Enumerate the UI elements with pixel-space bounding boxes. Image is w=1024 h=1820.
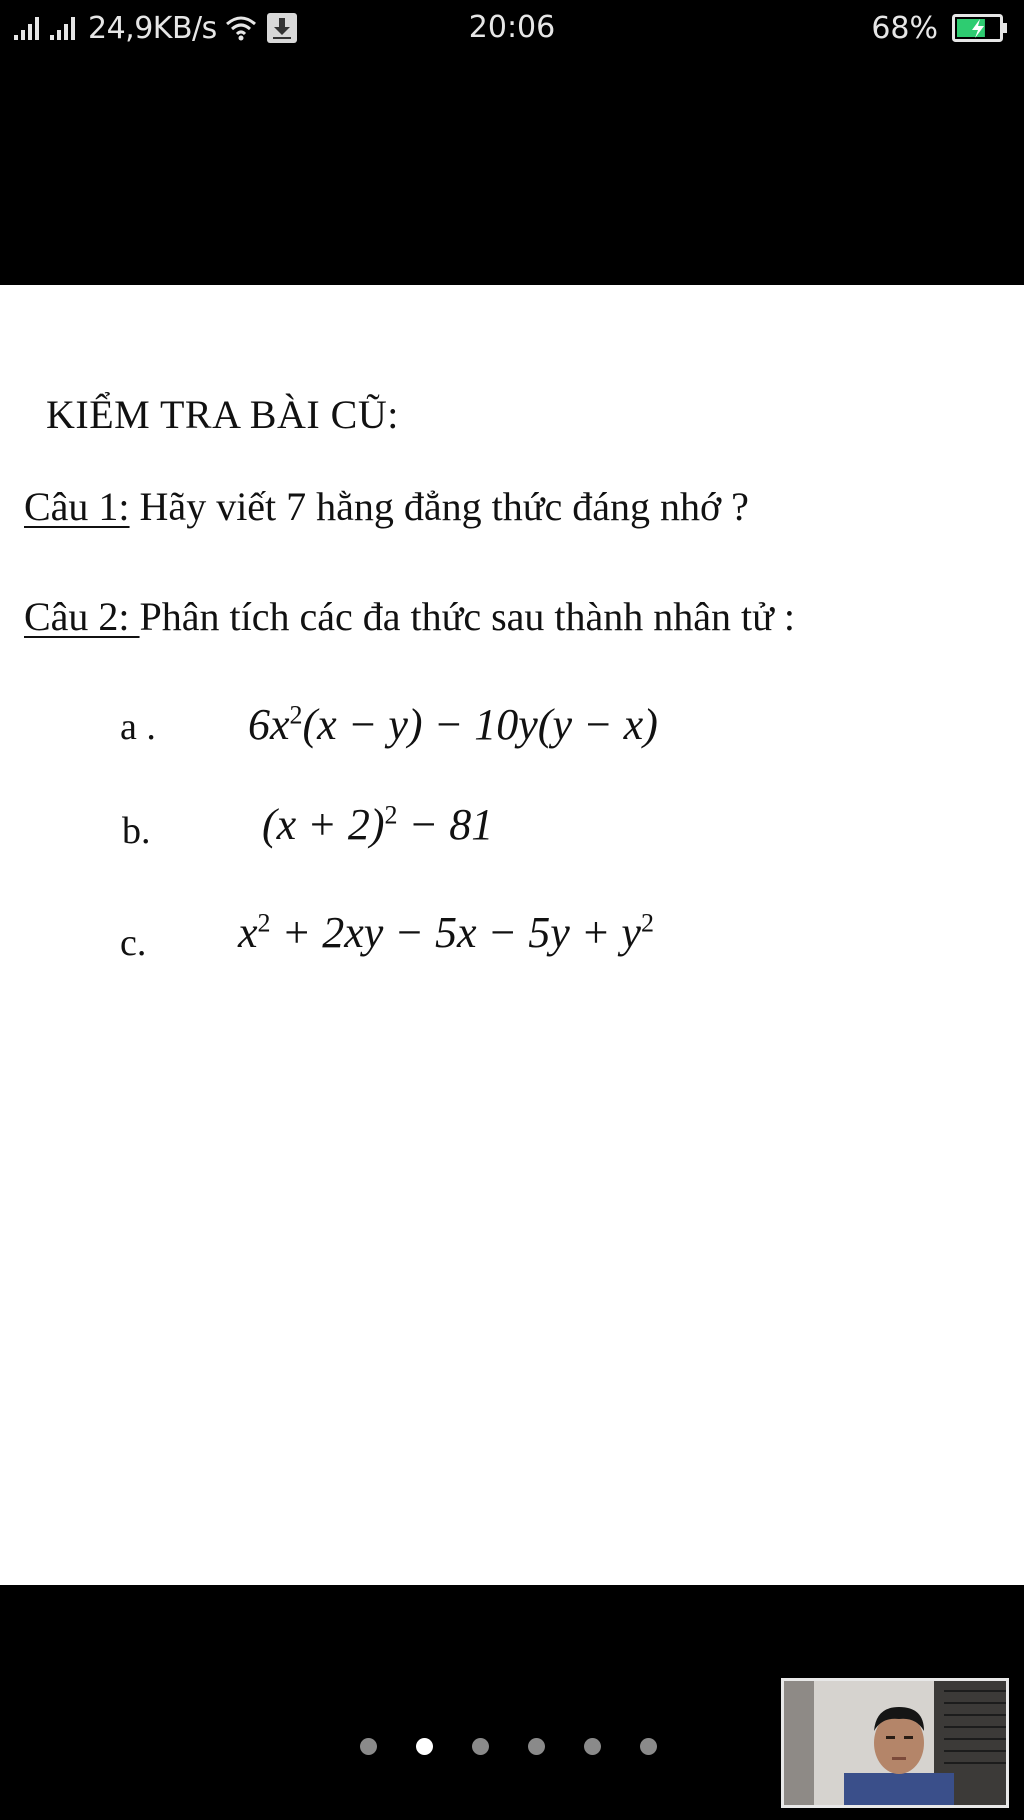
question-2 <box>24 593 795 640</box>
question-1-text: Hãy viết 7 hằng đẳng thức đáng nhớ ? <box>129 484 749 529</box>
page-indicator[interactable] <box>360 1738 696 1755</box>
page-dot-4[interactable] <box>528 1738 545 1755</box>
network-speed: 24,9KB/s <box>88 10 217 46</box>
question-1-label: Câu 1: <box>24 484 130 529</box>
question-2-text: Phân tích các đa thức sau thành nhân tử : <box>139 594 795 639</box>
item-b-expression: $(x + 2)^2 - 81$ <box>262 800 494 849</box>
item-a-label: a . <box>120 706 156 748</box>
page-dot-1[interactable] <box>360 1738 377 1755</box>
status-right <box>871 8 1008 48</box>
participant-video-thumbnail <box>784 1681 1006 1805</box>
item-b-label: b. <box>122 810 151 852</box>
slide-heading: KIỂM TRA BÀI CŨ: <box>46 392 399 437</box>
video-call-thumbnail[interactable] <box>781 1678 1009 1808</box>
question-2-label: Câu 2: <box>24 594 140 639</box>
slide[interactable] <box>0 285 1024 1585</box>
question-1 <box>24 483 749 530</box>
page-dot-6[interactable] <box>640 1738 657 1755</box>
item-c-expression: $x^2 + 2xy - 5x - 5y + y^2$ <box>238 908 654 957</box>
item-c-label: c. <box>120 922 147 964</box>
page-dot-3[interactable] <box>472 1738 489 1755</box>
status-bar <box>0 0 1024 56</box>
item-a-expression: $6x^2(x - y) - 10y(y - x)$ <box>248 700 658 749</box>
battery-charging-icon <box>952 14 1008 42</box>
clock: 20:06 <box>468 10 556 45</box>
page-dot-2[interactable] <box>416 1738 433 1755</box>
battery-percent: 68% <box>871 10 938 46</box>
page-dot-5[interactable] <box>584 1738 601 1755</box>
